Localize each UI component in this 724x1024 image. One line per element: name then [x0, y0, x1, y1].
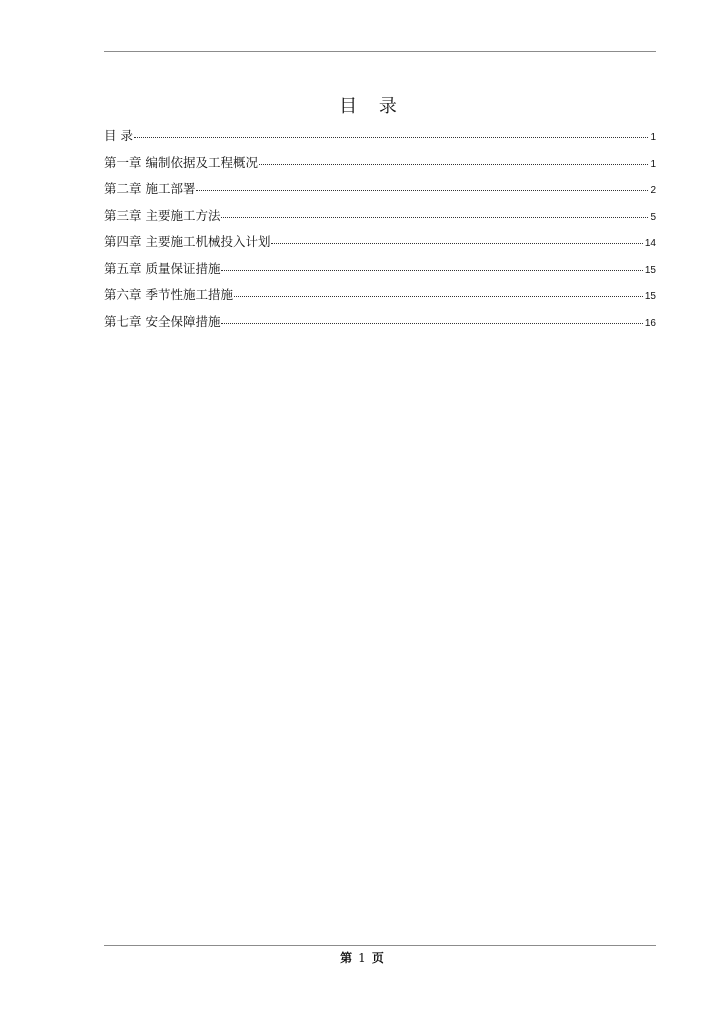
toc-entry[interactable] — [104, 259, 656, 286]
toc-leader-dots — [134, 137, 648, 138]
footer-prefix: 第 — [340, 951, 353, 965]
toc-entry-label: 第一章 编制依据及工程概况 — [104, 154, 258, 170]
toc-entry-label: 第四章 主要施工机械投入计划 — [104, 234, 271, 249]
toc-entry-page: 2 — [650, 185, 656, 196]
toc-entry-page: 15 — [644, 264, 656, 276]
toc-entry-page: 1 — [650, 132, 656, 143]
toc-leader-dots — [221, 270, 642, 271]
toc-entry[interactable] — [104, 285, 656, 312]
page-footer — [0, 949, 724, 966]
toc-entry-page: 14 — [644, 238, 656, 249]
toc-leader-dots — [196, 190, 648, 191]
toc-leader-dots — [221, 217, 648, 218]
toc-entry[interactable] — [104, 206, 656, 233]
toc-entry-page: 16 — [644, 317, 656, 329]
toc-title: 目 录 — [339, 96, 405, 117]
header-rule — [104, 51, 656, 52]
toc-entry-page: 5 — [650, 211, 656, 223]
toc-leader-dots — [259, 164, 648, 165]
toc-entry[interactable] — [104, 126, 656, 153]
toc-entry[interactable] — [104, 232, 656, 259]
toc-entry-label: 目 录 — [104, 128, 133, 143]
toc-entry-label: 第五章 质量保证措施 — [104, 260, 221, 276]
toc-entry-label: 第七章 安全保障措施 — [104, 313, 221, 329]
footer-suffix: 页 — [371, 951, 384, 965]
toc-leader-dots — [234, 296, 643, 297]
footer-page-number: 1 — [358, 951, 366, 965]
toc-entry-label: 第二章 施工部署 — [104, 181, 196, 196]
toc-leader-dots — [221, 323, 642, 324]
toc-entry-page: 15 — [644, 291, 656, 302]
toc-entry[interactable] — [104, 153, 656, 180]
footer-rule — [104, 945, 656, 946]
toc-entry-page: 1 — [650, 158, 656, 170]
toc-entry[interactable] — [104, 312, 656, 339]
toc-entry-label: 第三章 主要施工方法 — [104, 207, 221, 223]
table-of-contents — [104, 126, 656, 338]
toc-entry-label: 第六章 季节性施工措施 — [104, 287, 233, 302]
toc-entry[interactable] — [104, 179, 656, 206]
toc-leader-dots — [271, 243, 642, 244]
